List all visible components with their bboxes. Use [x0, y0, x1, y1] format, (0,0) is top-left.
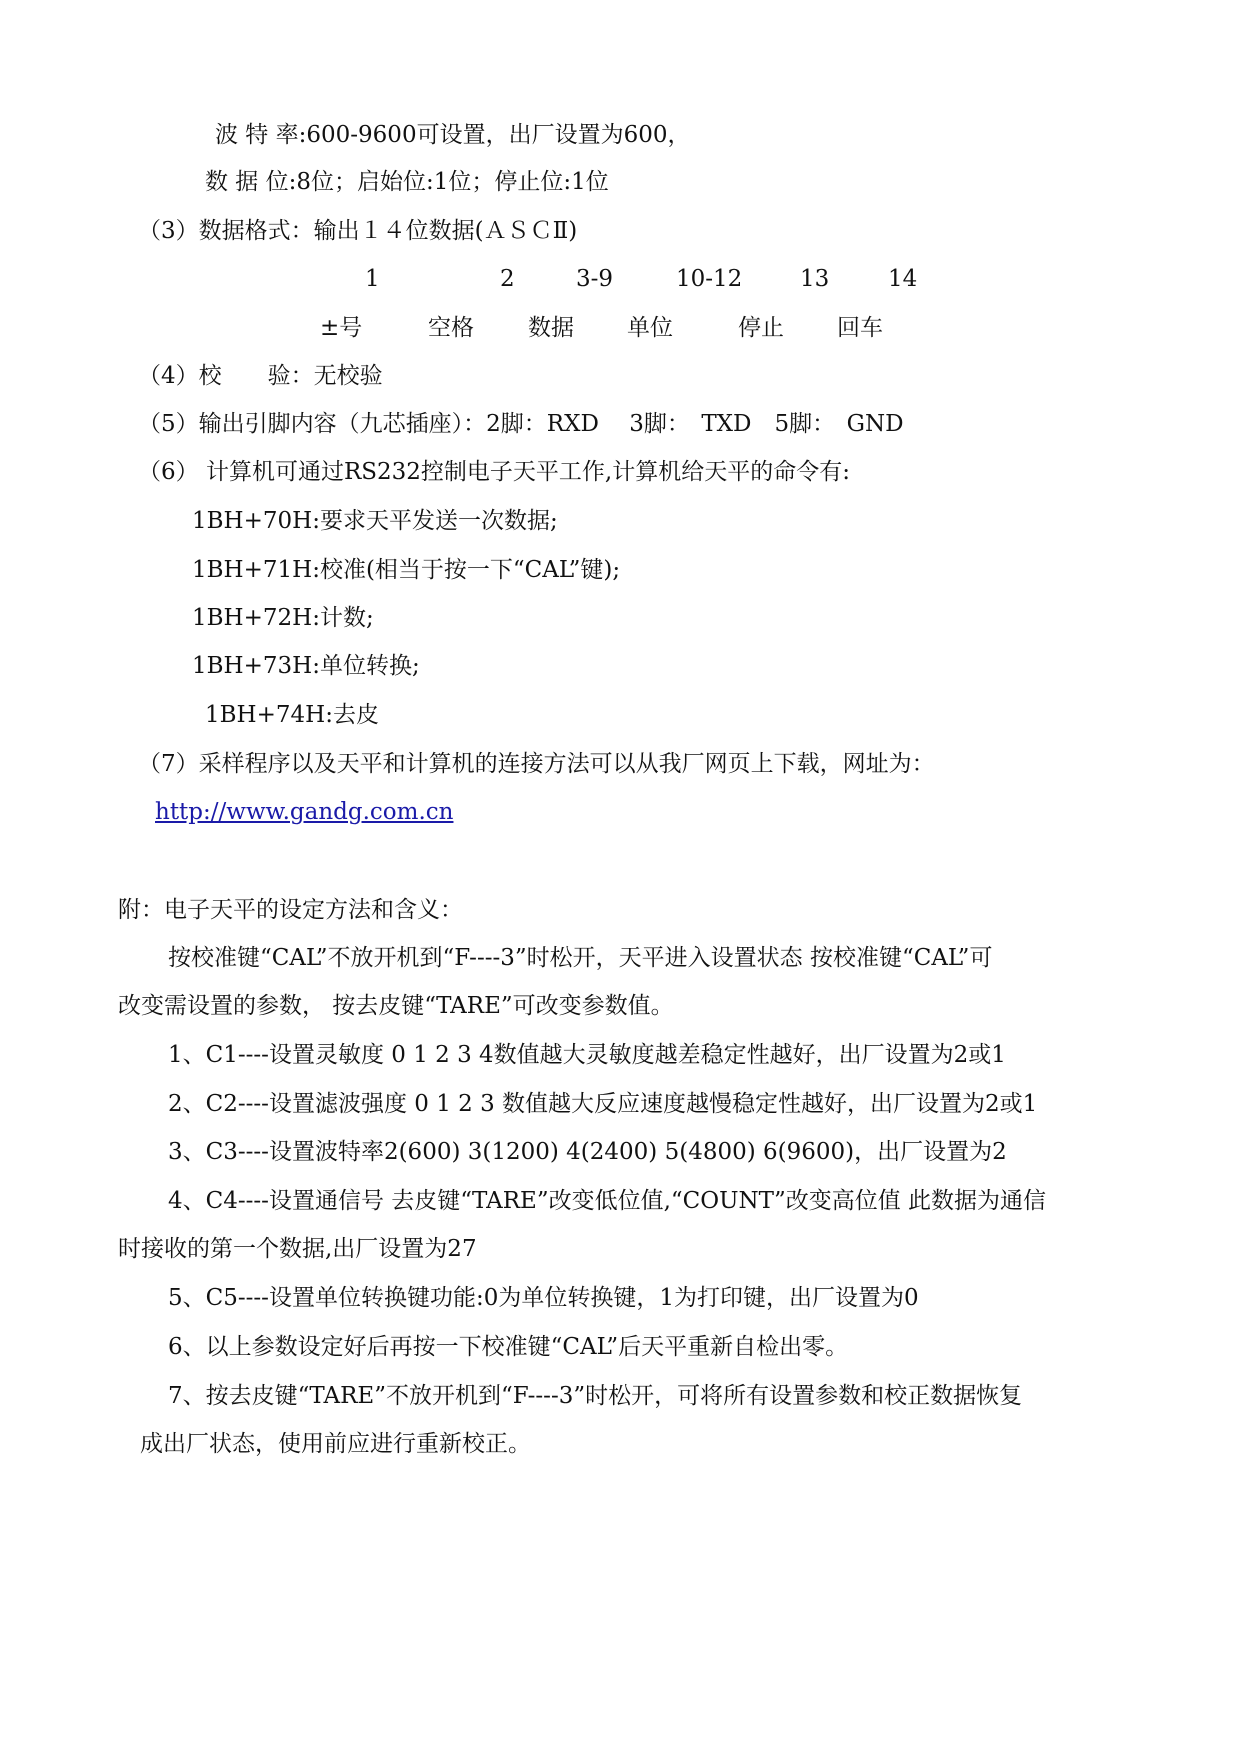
setting-c5: 5、C5----设置单位转换键功能:0为单位转换键，1为打印键，出厂设置为0 [168, 1285, 919, 1311]
format-position: 3-9 [576, 266, 614, 292]
download-line: （7）采样程序以及天平和计算机的连接方法可以从我厂网页上下载，网址为： [138, 751, 935, 777]
setting-c6: 6、以上参数设定好后再按一下校准键“CAL”后天平重新自检出零。 [168, 1334, 849, 1360]
format-field: ±号 [320, 315, 363, 341]
data-bits-line: 数 据 位:8位；启始位:1位；停止位:1位 [205, 169, 609, 195]
format-field: 停止 [738, 315, 784, 341]
appendix-title: 附：电子天平的设定方法和含义： [118, 897, 463, 923]
format-field: 数据 [528, 315, 574, 341]
setting-c4-line-2: 时接收的第一个数据,出厂设置为27 [118, 1236, 477, 1262]
command-item: 1BH+71H:校准(相当于按一下“CAL”键); [192, 557, 621, 583]
format-position: 2 [500, 266, 515, 292]
pins-line: （5）输出引脚内容（九芯插座）：2脚：RXD 3脚： TXD 5脚： GND [138, 411, 904, 437]
website-link[interactable]: http://www.gandg.com.cn [155, 799, 454, 825]
setting-c7-line-1: 7、按去皮键“TARE”不放开机到“F----3”时松开，可将所有设置参数和校正数据恢复 [168, 1383, 1023, 1409]
setting-c3: 3、C3----设置波特率2(600) 3(1200) 4(2400) 5(4800) 6(9600)，出厂设置为2 [168, 1139, 1007, 1165]
commands-heading: （6） 计算机可通过RS232控制电子天平工作,计算机给天平的命令有: [138, 459, 850, 485]
command-item: 1BH+74H:去皮 [205, 702, 379, 728]
format-field: 回车 [837, 315, 883, 341]
setting-c4-line-1: 4、C4----设置通信号 去皮键“TARE”改变低位值,“COUNT”改变高位值 此数据为通信 [168, 1188, 1047, 1214]
command-item: 1BH+73H:单位转换; [192, 653, 420, 679]
format-heading: （3）数据格式：输出１４位数据(ＡＳＣⅡ) [138, 218, 578, 244]
setting-c2: 2、C2----设置滤波强度 0 1 2 3 数值越大反应速度越慢稳定性越好，出厂设置为2或1 [168, 1091, 1038, 1117]
setting-c7-line-2: 成出厂状态，使用前应进行重新校正。 [140, 1431, 531, 1457]
format-field: 单位 [627, 315, 673, 341]
checksum-line: （4）校 验：无校验 [138, 363, 383, 389]
appendix-intro-line-2: 改变需设置的参数， 按去皮键“TARE”可改变参数值。 [118, 993, 674, 1019]
format-position: 1 [365, 266, 380, 292]
format-position: 13 [800, 266, 830, 292]
command-item: 1BH+72H:计数; [192, 605, 374, 631]
appendix-intro-line-1: 按校准键“CAL”不放开机到“F----3”时松开，天平进入设置状态 按校准键“CAL”可 [168, 945, 993, 971]
format-position: 14 [888, 266, 918, 292]
setting-c1: 1、C1----设置灵敏度 0 1 2 3 4数值越大灵敏度越差稳定性越好，出厂设置为2或1 [168, 1042, 1006, 1068]
baud-rate-line: 波 特 率:600-9600可设置，出厂设置为600， [215, 122, 691, 148]
format-field: 空格 [428, 315, 474, 341]
format-position: 10-12 [676, 266, 743, 292]
command-item: 1BH+70H:要求天平发送一次数据; [192, 508, 558, 534]
